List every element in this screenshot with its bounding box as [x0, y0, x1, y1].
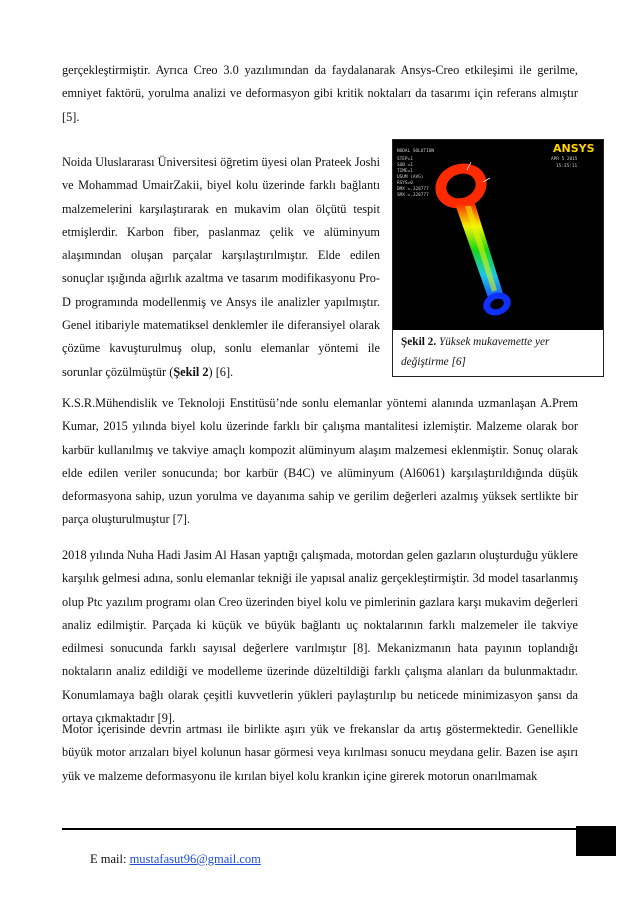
footer-email [90, 852, 261, 867]
figure-label: Şekil 2. [401, 336, 437, 348]
footer-divider [62, 828, 576, 830]
ansys-deformation-image [393, 140, 603, 330]
paragraph-3: K.S.R.Mühendislik ve Teknoloji Enstitüsü’nde sonlu elemanlar yöntemi alanında uzmanlaşan A.Prem Kumar, 2015 yılında biyel kolu üzerinde farklı bir çalışma mantalitesi izlemiştir. Malzeme olarak bor karbür kullanılmış ve takviye amaçlı kompozit alüminyum alaşım malzemesi eklenmiştir. Sonuç olarak elde edilen veriler sonucunda; bor karbür (B4C) ve alüminyum (Al6061) karşılaştırıldığında düşük deformasyona sahip, uzun yorulma ve dayanıma sahip ve gerilim değerleri azalmış yüksek sertlikte bir parça oluşturulmuştur [7]. [62, 396, 578, 527]
panel-line: STEP=1 [397, 157, 413, 162]
paragraph-2-end: ) [6]. [208, 364, 234, 379]
figure-2 [392, 139, 604, 377]
panel-line: TIME=1 [397, 169, 413, 174]
paragraph-5: Motor içerisinde devrin artması ile birlikte aşırı yük ve frekanslar da artış göstermektedir. Genellikle büyük motor arızaları biyel kolunun hasar görmesi veya kırılması sonucu meydana gelir. Bazen ise aşırı yük ve malzeme deformasyonu ile kırılan biyel kolu krankın içine girerek motorun onarılmamak [62, 722, 578, 783]
page-number-box [576, 826, 616, 856]
ansys-logo: ANSYS [553, 142, 595, 155]
paragraph-4: 2018 yılında Nuha Hadi Jasim Al Hasan yaptığı çalışmada, motordan gelen gazların oluşturduğu yüklere karşılık gelmesi adına, sonlu elemanlar tekniği ile yapısal analiz gerçekleştirmiştir. 3d model tasarlanmış olup Ptc yazılım programı olan Creo üzerinden biyel kolu ve pimlerinin gazlara karşı mukavim değerleri analiz edilmiştir. Parçada ki küçük ve büyük bağlantı uç noktalarının farklı malzemeler ile takviye edilmesi sonucunda farklı sayısal değerlere varılmıştır [8]. Mekanizmanın hata payının toplandığı noktaların analiz edildiği ve modelleme üzerinde düzeltildiği farklı çalışma alanları da bulunmaktadır. Konumlamaya bağlı olarak çeşitli kuvvetlerin yükleri paylaştırılıp bu neticede minimizasyon şansı da ortaya çıkmaktadır [9]. [62, 548, 578, 726]
panel-time: 15:35:11 [556, 164, 578, 169]
panel-text [397, 148, 578, 198]
email-link[interactable]: mustafasut96@gmail.com [129, 852, 261, 866]
paragraph-2-text: Noida Uluslararası Üniversitesi öğretim üyesi olan Prateek Joshi ve Mohammad UmairZakii, biyel kolu üzerinde farklı bağlantı malzemelerini karşılaştırarak en mukavim olan ölçütü tespit etmişlerdir. Karbon fiber, paslanmaz çelik ve alüminyum alaşımından oluşan parçalar karşılaştırılmıştır. Elde edilen sonuçlar ışığında ağırlık azaltma ve tasarım modifikasyonu Pro-D programında modellenmiş ve Ansys ile analizler yapılmıştır. Genel itibariyle matematiksel denklemler ile diferansiyel olarak çözüme kavuşturulmuş olup, sonlu elemanlar yöntemi ile sorunlar çözülmüştür ( [62, 155, 380, 379]
figure-caption [401, 332, 597, 372]
paragraph-2 [62, 151, 380, 384]
panel-line: SMX =.328777 [397, 193, 429, 198]
panel-line: USUM (AVG) [397, 175, 424, 180]
panel-line: RSYS=0 [397, 181, 413, 186]
panel-title: NODAL SOLUTION [397, 149, 435, 154]
paragraph-1: gerçekleştirmiştir. Ayrıca Creo 3.0 yazılımından da faydalanarak Ansys-Creo etkileşimi ile gerilme, emniyet faktörü, yorulma analizi ve deformasyon gibi kritik noktaları da tasarımı için referans almıştır [5]. [62, 63, 578, 124]
figure-caption-text: Yüksek mukavemette yer değiştirme [6] [401, 336, 550, 368]
connecting-rod-model [429, 156, 514, 319]
panel-date: APR 5 2015 [551, 157, 578, 162]
panel-line: DMX =.328777 [397, 187, 429, 192]
figure-reference: Şekil 2 [173, 364, 209, 379]
email-label: E mail: [90, 852, 130, 866]
panel-line: SUB =1 [397, 163, 413, 168]
